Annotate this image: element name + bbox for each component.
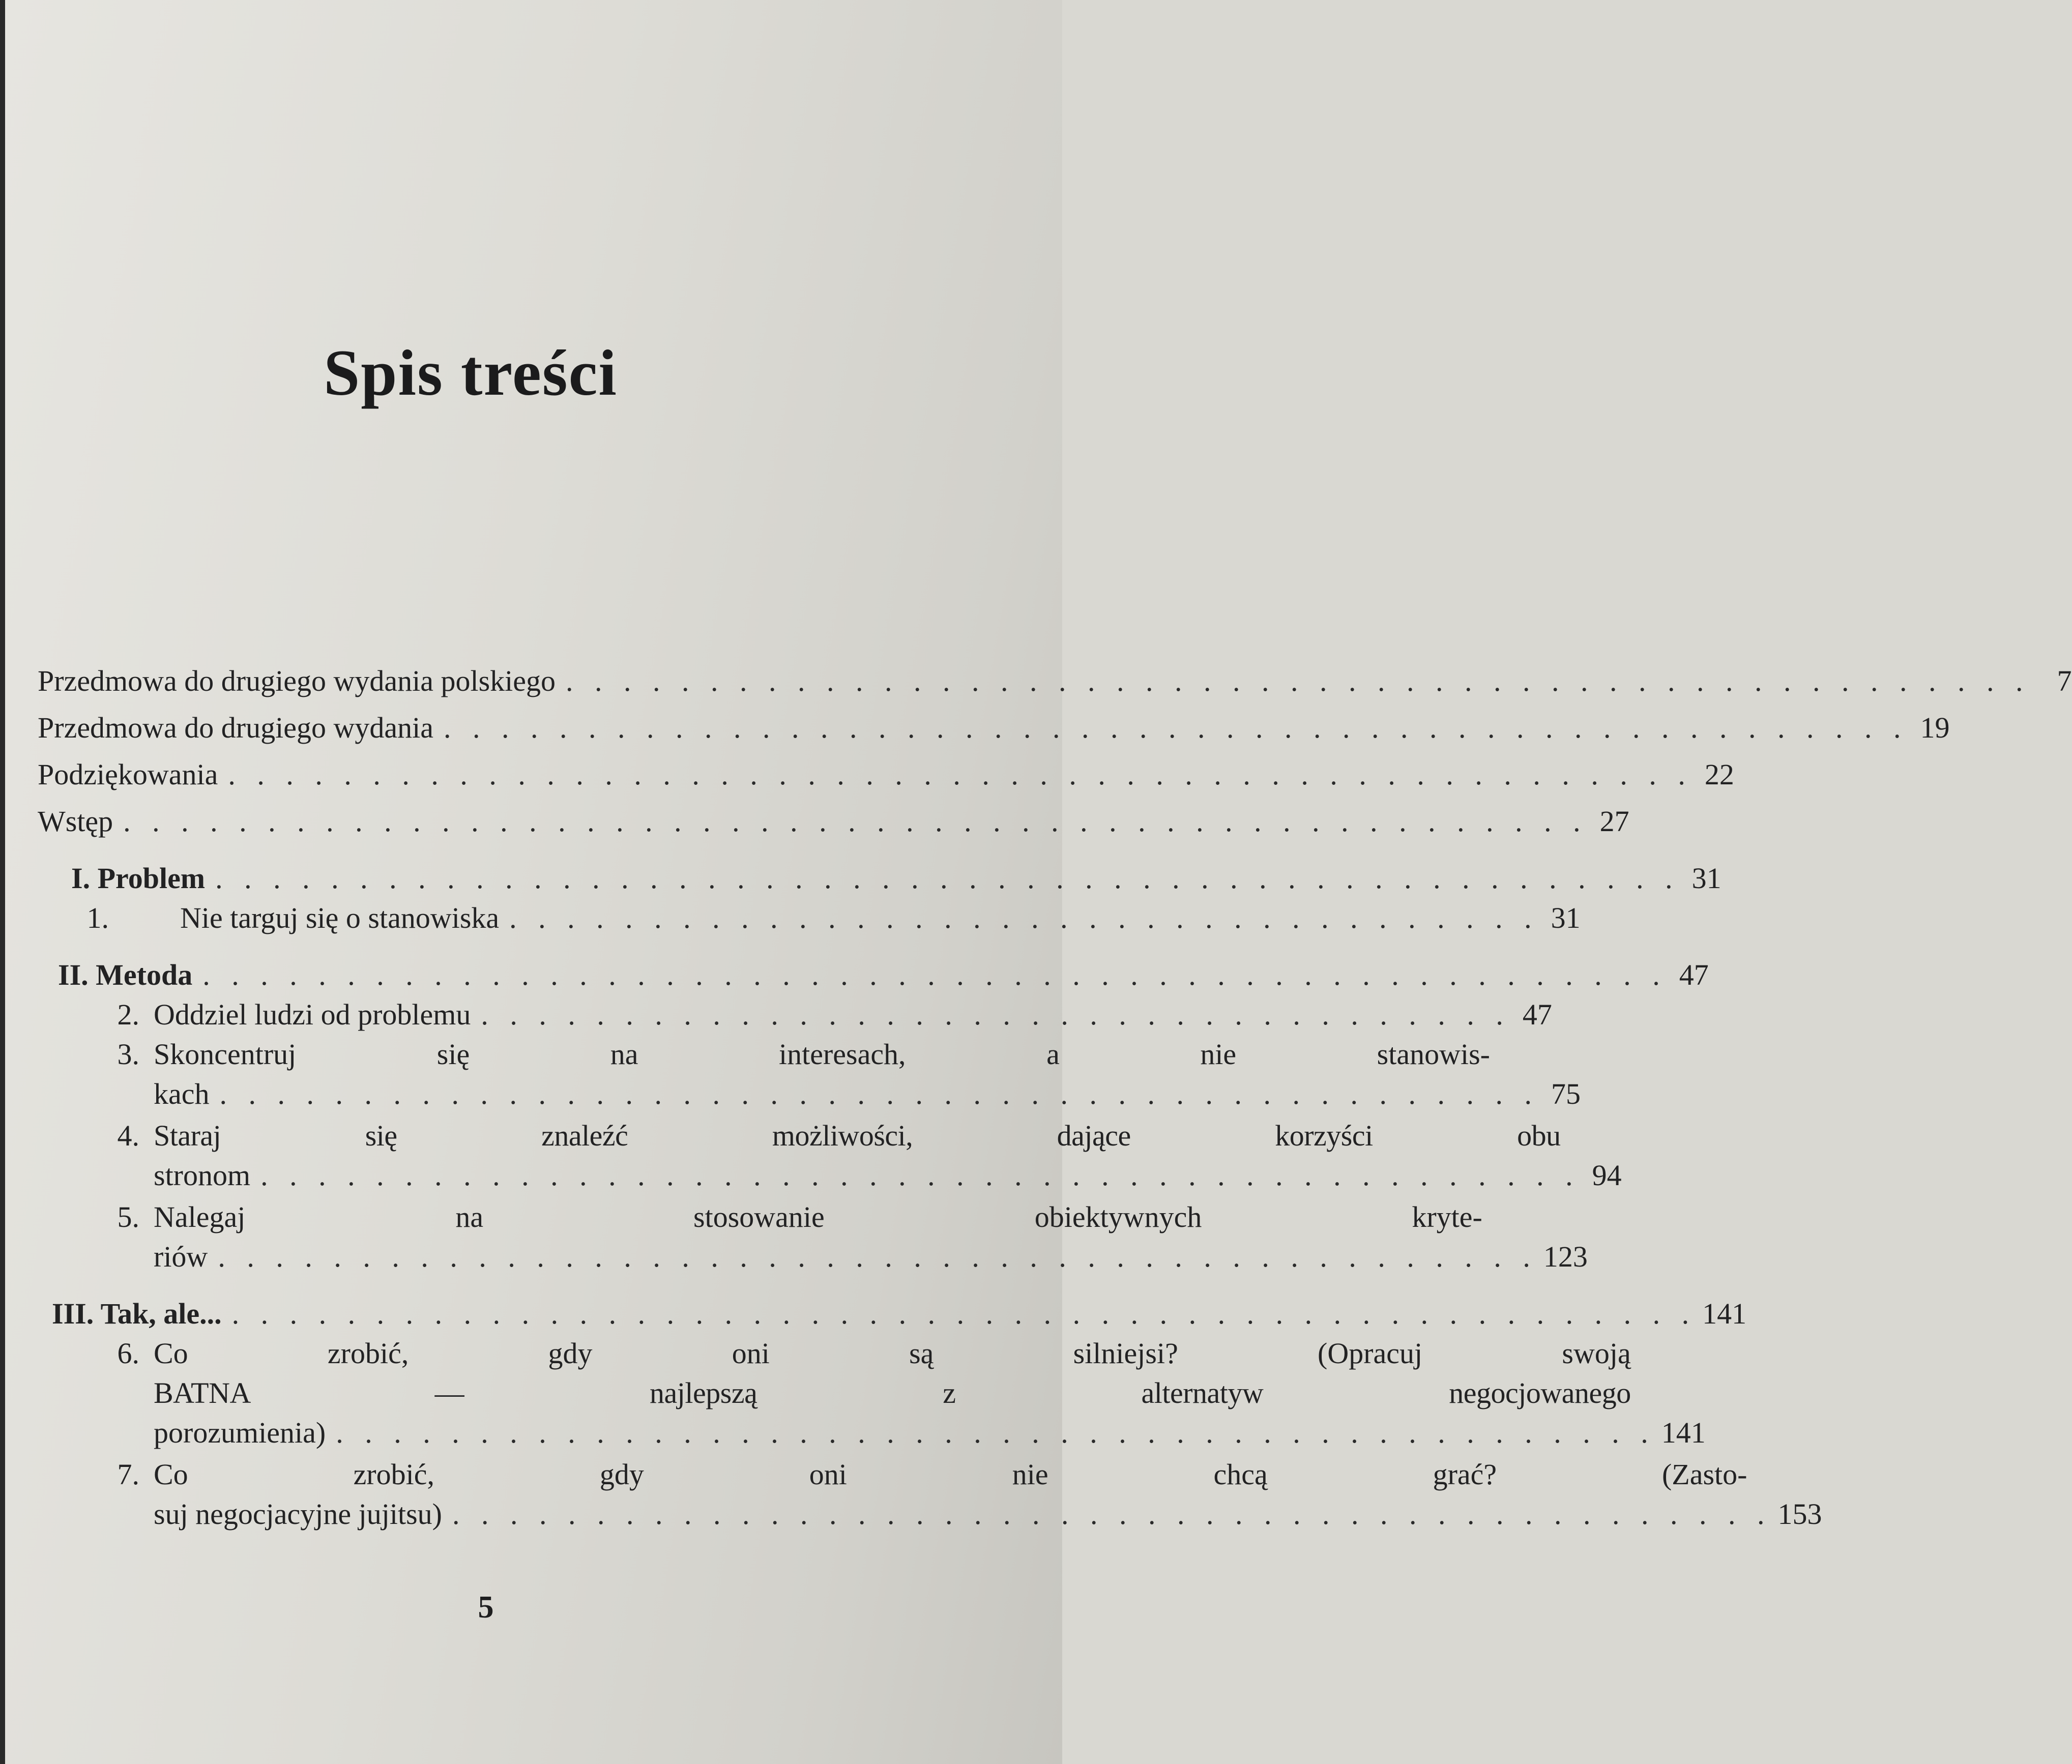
leader-dots: . . . . . . . . . . . . . . . . . . . . . . . . . . . . . . . . . . . . . . . . . . . . . . . . . . . (123, 805, 1588, 838)
leader-dots: . . . . . . . . . . . . . . . . . . . . . . . . . . . . . . . . . . . . . . . . . . . . . . . . . . . (228, 758, 1692, 791)
leader-dots: . . . . . . . . . . . . . . . . . . . . . . . . . . . . . . . . . . . . . . . . . . . . . . (218, 1240, 1537, 1273)
chapter-title-line: BATNA — najlepszą z alternatyw negocjowanego (154, 1376, 1631, 1409)
toc-page-number: 7 (2057, 664, 2072, 697)
leader-dots: . . . . . . . . . . . . . . . . . . . . . . . . . . . . . . . . . . . . . . . . . . . . . . . . . . . (215, 862, 1680, 895)
table-of-contents (38, 661, 2072, 1534)
chapter-title: Oddziel ludzi od problemu (154, 998, 471, 1031)
chapter-number: 2. (117, 998, 139, 1031)
toc-entry-label: Przedmowa do drugiego wydania (38, 711, 433, 744)
leader-dots: . . . . . . . . . . . . . . . . . . . . . . . . . . . . . . . . . . . . . . . . . . . . . . . . . . . (202, 958, 1667, 991)
leader-dots: . . . . . . . . . . . . . . . . . . . . . . . . . . . . . . . . . . . . . . . . . . . . . . . . . . . (443, 711, 1908, 744)
toc-page-number: 141 (1702, 1297, 1747, 1330)
toc-part-label: I. Problem (71, 862, 206, 895)
chapter-title-line: Co zrobić, gdy oni są silniejsi? (Opracuj swoją (154, 1337, 1631, 1370)
toc-part-2[interactable] (38, 955, 1709, 995)
toc-entry-introduction[interactable] (38, 802, 1629, 841)
chapter-title-line: kach (154, 1077, 210, 1110)
leader-dots: . . . . . . . . . . . . . . . . . . . . . . . . . . . . . . . . . . . . . . . . . . . . . . (260, 1159, 1580, 1192)
leader-dots: . . . . . . . . . . . . . . . . . . . . . . . . . . . . . . . . . . . . (509, 901, 1539, 934)
chapter-title-line: Staraj się znaleźć możliwości, dające korzyści obu (154, 1119, 1561, 1152)
toc-page-number: 75 (1551, 1077, 1581, 1110)
toc-page-number: 31 (1551, 901, 1581, 934)
chapter-number: 6. (117, 1337, 139, 1370)
leader-dots: . . . . . . . . . . . . . . . . . . . . . . . . . . . . . . . . . . . . (481, 998, 1510, 1031)
chapter-title-line: riów (154, 1240, 208, 1273)
chapter-title-line: Nalegaj na stosowanie obiektywnych kryte- (154, 1200, 1482, 1233)
leader-dots: . . . . . . . . . . . . . . . . . . . . . . . . . . . . . . . . . . . . . . . . . . . . . . (336, 1416, 1655, 1449)
toc-entry-preface-second[interactable] (38, 708, 1950, 748)
toc-page-number: 94 (1592, 1159, 1622, 1192)
toc-page-number: 22 (1704, 758, 1734, 791)
chapter-title-line: suj negocjacyjne jujitsu) (154, 1497, 442, 1531)
toc-chapter-1[interactable] (38, 898, 1581, 938)
toc-entry-preface-polish[interactable] (38, 661, 2072, 701)
toc-entry-label: Przedmowa do drugiego wydania polskiego (38, 664, 556, 697)
leader-dots: . . . . . . . . . . . . . . . . . . . . . . . . . . . . . . . . . . . . . . . . . . . . . . . . . . . (566, 664, 2030, 697)
leader-dots: . . . . . . . . . . . . . . . . . . . . . . . . . . . . . . . . . . . . . . . . . . . . . . (219, 1077, 1539, 1110)
page-number: 5 (478, 1590, 494, 1625)
leader-dots: . . . . . . . . . . . . . . . . . . . . . . . . . . . . . . . . . . . . . . . . . . . . . . (452, 1497, 1772, 1531)
toc-chapter-5[interactable] (38, 1197, 1588, 1277)
toc-page-number: 27 (1599, 805, 1629, 838)
toc-chapter-4[interactable] (38, 1116, 1622, 1195)
toc-page-number: 123 (1543, 1240, 1588, 1273)
page-title: Spis treści (324, 337, 618, 409)
chapter-number: 1. (86, 901, 109, 934)
toc-page-number: 47 (1522, 998, 1552, 1031)
toc-part-label: III. Tak, ale... (52, 1297, 222, 1330)
chapter-title: Nie targuj się o stanowiska (180, 901, 500, 934)
toc-part-3[interactable] (38, 1294, 1747, 1334)
toc-part-1[interactable] (38, 859, 1721, 898)
chapter-number: 3. (117, 1038, 139, 1071)
book-spine-shadow (0, 0, 5, 1764)
toc-chapter-6[interactable] (38, 1334, 1706, 1453)
toc-chapter-2[interactable] (38, 995, 1552, 1035)
chapter-title-line: stronom (154, 1159, 251, 1192)
chapter-title-line: Co zrobić, gdy oni nie chcą grać? (Zasto- (154, 1458, 1747, 1491)
toc-entry-label: Wstęp (38, 805, 113, 838)
toc-page-number: 153 (1777, 1497, 1822, 1531)
chapter-title-line: Skoncentruj się na interesach, a nie stanowis- (154, 1038, 1490, 1071)
toc-page-number: 47 (1679, 958, 1709, 991)
chapter-number: 7. (117, 1458, 139, 1491)
toc-page-number: 141 (1661, 1416, 1706, 1449)
toc-page-number: 31 (1691, 862, 1721, 895)
toc-page-number: 19 (1920, 711, 1950, 744)
toc-chapter-7[interactable] (38, 1455, 1822, 1534)
toc-entry-acknowledgements[interactable] (38, 755, 1734, 795)
chapter-title-line: porozumienia) (154, 1416, 326, 1449)
toc-part-label: II. Metoda (58, 958, 193, 991)
chapter-number: 4. (117, 1119, 139, 1152)
book-page (5, 0, 2072, 1764)
leader-dots: . . . . . . . . . . . . . . . . . . . . . . . . . . . . . . . . . . . . . . . . . . . . . . . . . . . (231, 1297, 1697, 1330)
toc-chapter-3[interactable] (38, 1035, 1581, 1114)
chapter-number: 5. (117, 1200, 139, 1233)
toc-entry-label: Podziękowania (38, 758, 218, 791)
